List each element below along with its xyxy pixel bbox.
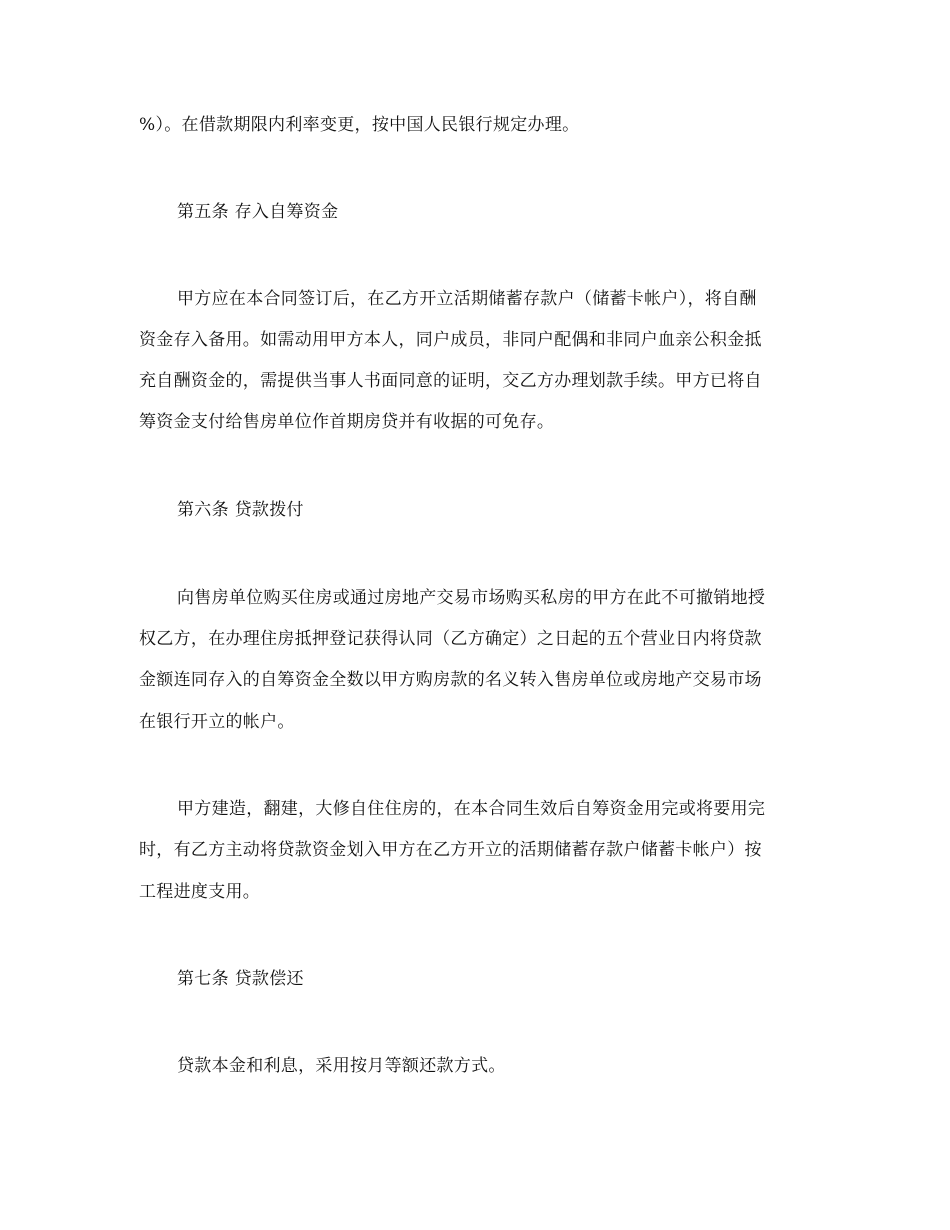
- paragraph-line: 资金存入备用。如需动用甲方本人，同户成员，非同户配偶和非同户血亲公积金抵: [139, 330, 762, 350]
- paragraph-line: 在银行开立的帐户。: [139, 712, 295, 732]
- paragraph-line: 甲方建造，翻建，大修自住住房的，在本合同生效后自筹资金用完或将要用完: [177, 799, 766, 819]
- paragraph-line: 筹资金支付给售房单位作首期房贷并有收据的可免存。: [139, 412, 555, 432]
- section-heading-5: 第五条 存入自筹资金: [177, 202, 339, 222]
- paragraph-line: 甲方应在本合同签订后，在乙方开立活期储蓄存款户（储蓄卡帐户），将自酬: [177, 289, 757, 309]
- paragraph-line: 金额连同存入的自筹资金全数以甲方购房款的名义转入售房单位或房地产交易市场: [139, 670, 762, 690]
- paragraph-line: 贷款本金和利息，采用按月等额还款方式。: [177, 1056, 506, 1076]
- paragraph-line: 向售房单位购买住房或通过房地产交易市场购买私房的甲方在此不可撤销地授: [177, 588, 766, 608]
- section-heading-7: 第七条 贷款偿还: [177, 969, 304, 989]
- section-heading-6: 第六条 贷款拨付: [177, 500, 304, 520]
- paragraph-line: %）。在借款期限内利率变更，按中国人民银行规定办理。: [139, 115, 580, 135]
- paragraph-line: 权乙方，在办理住房抵押登记获得认同（乙方确定）之日起的五个营业日内将贷款: [139, 629, 762, 649]
- paragraph-line: 时，有乙方主动将贷款资金划入甲方在乙方开立的活期储蓄存款户储蓄卡帐户）按: [139, 840, 762, 860]
- paragraph-line: 工程进度支用。: [139, 882, 261, 902]
- paragraph-line: 充自酬资金的，需提供当事人书面同意的证明，交乙方办理划款手续。甲方已将自: [139, 371, 762, 391]
